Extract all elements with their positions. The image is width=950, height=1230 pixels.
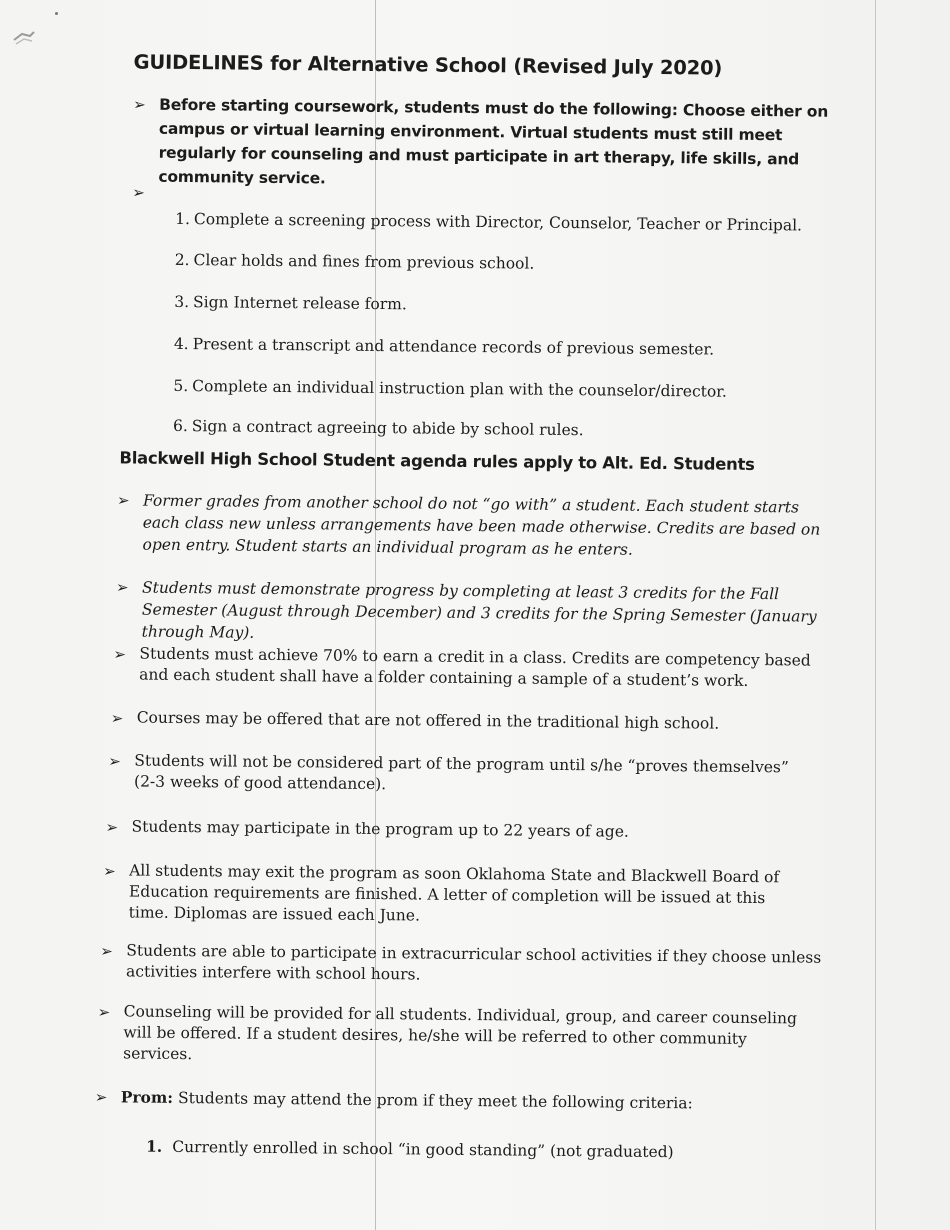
- step-item: 2. Clear holds and fines from previous school.: [174, 250, 535, 273]
- rule-item: Counseling will be provided for all students. Individual, group, and career counseling will be offered. If a student desires, he/she will be referred to other community services.: [123, 1002, 798, 1064]
- step-item: 3. Sign Internet release form.: [174, 292, 407, 314]
- page-edge-line: [875, 0, 876, 1230]
- arrow-bullet-icon: ➢: [133, 95, 146, 114]
- arrow-bullet-icon: ➢: [97, 1003, 111, 1022]
- staple-mark-icon: [12, 30, 36, 48]
- prom-criteria-item: 1. Currently enrolled in school “in good standing” (not graduated): [145, 1136, 674, 1162]
- step-item: 4. Present a transcript and attendance records of previous semester.: [173, 334, 715, 359]
- prom-label: Prom:: [120, 1087, 174, 1107]
- arrow-bullet-icon: ➢: [103, 862, 116, 881]
- page-title: GUIDELINES for Alternative School (Revised July 2020): [133, 50, 723, 80]
- arrow-bullet-icon: ➢: [108, 752, 121, 771]
- prom-rule: [121, 1086, 821, 1115]
- rule-item: Students are able to participate in extracurricular school activities if they choose unless activities interfere with school hours.: [125, 941, 822, 984]
- arrow-bullet-icon: ➢: [100, 942, 113, 961]
- rule-item: Courses may be offered that are not offered in the traditional high school.: [136, 708, 720, 733]
- rule-item: Students will not be considered part of the program until s/he “proves themselves” (2-3 weeks of good attendance).: [133, 751, 789, 794]
- arrow-bullet-icon: ➢: [116, 578, 129, 597]
- prom-text: Students may attend the prom if they meet the following criteria:: [177, 1088, 693, 1113]
- document-content: [6, 0, 950, 1162]
- step-item: 5. Complete an individual instruction plan with the counselor/director.: [173, 376, 727, 401]
- rule-item: Former grades from another school do not “go with” a student. Each student starts each class new unless arrangements have been made otherwise. Credits are based on open entry. Student starts an individual program as he enters.: [142, 491, 821, 559]
- rule-item: All students may exit the program as soon Oklahoma State and Blackwell Board of Education requirements are finished. A letter of completion will be issued at this time. Diplomas are issued each June.: [128, 861, 780, 925]
- section-heading: Blackwell High School Student agenda rules apply to Alt. Ed. Students: [119, 448, 755, 474]
- arrow-bullet-icon: ➢: [110, 709, 124, 728]
- step-item: 1. Complete a screening process with Director, Counselor, Teacher or Principal.: [175, 209, 803, 235]
- arrow-bullet-icon: ➢: [113, 645, 127, 664]
- arrow-bullet-icon: ➢: [116, 491, 130, 510]
- arrow-bullet-icon: ➢: [94, 1088, 108, 1107]
- rule-item: Students must achieve 70% to earn a credit in a class. Credits are competency based and each student shall have a folder containing a sample of a student’s work.: [139, 644, 811, 690]
- rule-item: Students must demonstrate progress by completing at least 3 credits for the Fall Semester (August through December) and 3 credits for the Spring Semester (January through May).: [141, 578, 817, 642]
- arrow-bullet-icon: ➢: [132, 183, 145, 202]
- arrow-bullet-icon: ➢: [105, 818, 119, 837]
- scan-speck: [55, 12, 58, 15]
- intro-requirements: Before starting coursework, students must do the following: Choose either on campus or virtual learning environment. Virtual students must still meet regularly for counseling and must participate in art therapy, life skills, and community service.: [158, 95, 829, 188]
- step-item: 6. Sign a contract agreeing to abide by school rules.: [172, 416, 584, 440]
- rule-item: Students may participate in the program up to 22 years of age.: [131, 817, 629, 841]
